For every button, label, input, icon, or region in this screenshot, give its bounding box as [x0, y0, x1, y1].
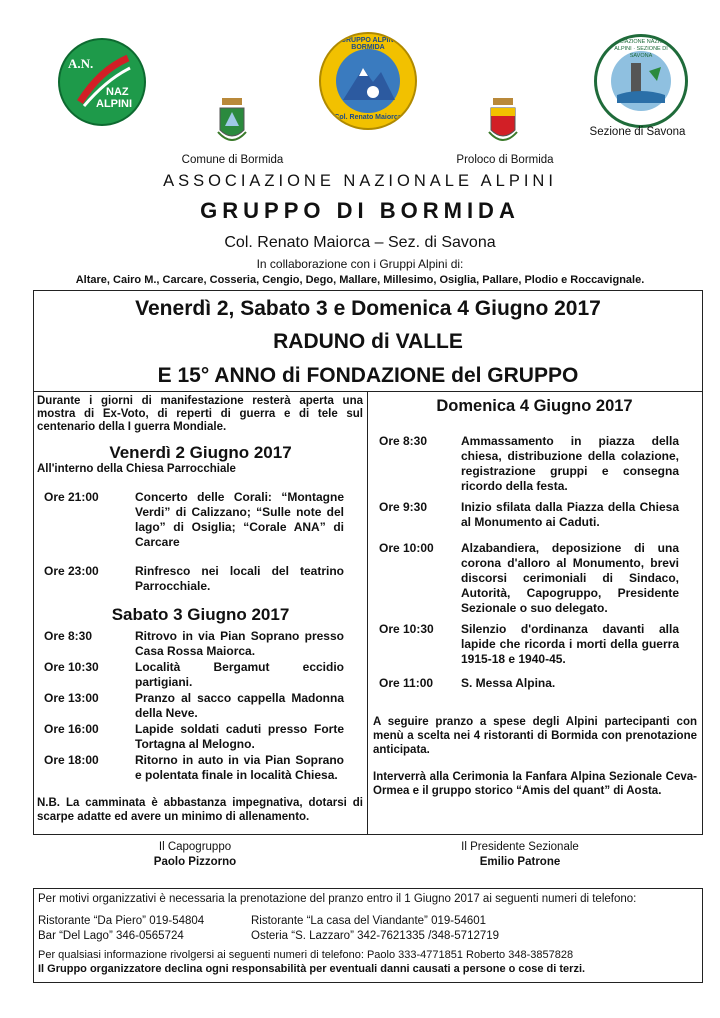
savona-logo-ring: ASSOCIAZIONE NAZIONALE ALPINI · SEZIONE DI SAVONA	[604, 39, 678, 59]
signature-right-name: Emilio Patrone	[479, 856, 561, 868]
schedule-time: Ore 9:30	[379, 500, 428, 514]
ana-logo-text-1: A.N.	[68, 56, 94, 71]
ana-logo	[58, 38, 146, 126]
lunch-note: A seguire pranzo a spese degli Alpini partecipanti con menù a scelta nei 4 ristoranti di Bormida con prenotazione anticipata.	[373, 716, 697, 756]
proloco-caption: Proloco di Bormida	[456, 154, 554, 166]
schedule-desc: Ammassamento in piazza della chiesa, distribuzione della colazione, registrazione gruppi e consegna ricordo della festa.	[461, 434, 679, 493]
exhibition-intro: Durante i giorni di manifestazione resterà aperta una mostra di Ex-Voto, di reperti di guerra e di tele sul centenario della I guerra Mondiale.	[37, 395, 363, 433]
collab-intro: In collaborazione con i Gruppi Alpini di:	[256, 257, 464, 271]
proloco-crest	[486, 96, 520, 148]
sunday-heading: Domenica 4 Giugno 2017	[436, 397, 633, 415]
title-line-3: E 15° ANNO di FONDAZIONE del GRUPPO	[157, 364, 579, 387]
gruppo-logo-ring-bottom: Col. Renato Maiorca	[334, 114, 402, 121]
schedule-desc: Pranzo al sacco cappella Madonna della Neve.	[135, 691, 344, 720]
schedule-desc: Inizio sfilata dalla Piazza della Chiesa al Monumento ai Caduti.	[461, 500, 679, 529]
signature-right-title: Il Presidente Sezionale	[461, 841, 579, 853]
osteria-s-lazzaro: Osteria “S. Lazzaro” 342-7621335 /348-5712719	[251, 930, 500, 942]
schedule-desc: S. Messa Alpina.	[461, 676, 556, 690]
disclaimer: Il Gruppo organizzatore declina ogni responsabilità per eventuali danni causati a persone o cose di terzi.	[38, 963, 586, 975]
comune-caption: Comune di Bormida	[181, 154, 284, 166]
restaurant-casa-viandante: Ristorante “La casa del Viandante” 019-54601	[251, 915, 487, 927]
schedule-time: Ore 23:00	[44, 564, 99, 578]
schedule-desc: Concerto delle Corali: “Montagne Verdi” di Calizzano; “Sulle note del lago” di Osiglia; “Corale ANA” di Carcare	[135, 490, 344, 549]
schedule-time: Ore 8:30	[44, 629, 93, 643]
schedule-row	[44, 564, 344, 596]
schedule-time: Ore 21:00	[44, 490, 99, 504]
friday-subheading: All'interno della Chiesa Parrocchiale	[37, 463, 236, 475]
info-contacts: Per qualsiasi informazione rivolgersi ai seguenti numeri di telefono: Paolo 333-4771851 Roberto 348-3857828	[38, 949, 574, 961]
group-subtitle: Col. Renato Maiorca – Sez. di Savona	[224, 234, 496, 251]
schedule-desc: Lapide soldati caduti presso Forte Tortagna al Melogno.	[135, 722, 344, 751]
title-line-1: Venerdì 2, Sabato 3 e Domenica 4 Giugno 2017	[135, 297, 601, 320]
signature-left-name: Paolo Pizzorno	[153, 856, 237, 868]
schedule-time: Ore 18:00	[44, 753, 99, 767]
hike-note: N.B. La camminata è abbastanza impegnativa, dotarsi di scarpe adatte ed avere un minimo di allenamento.	[37, 797, 363, 823]
schedule-desc: Rinfresco nei locali del teatrino Parrocchiale.	[135, 564, 344, 593]
savona-caption: Sezione di Savona	[589, 126, 686, 138]
restaurant-da-piero: Ristorante “Da Piero” 019-54804	[38, 915, 205, 927]
schedule-time: Ore 16:00	[44, 722, 99, 736]
schedule-desc: Silenzio d'ordinanza davanti alla lapide che ricorda i morti della guerra 1915-18 e 1940-45.	[461, 622, 679, 666]
group-title: GRUPPO DI BORMIDA	[200, 198, 520, 223]
fanfara-note: Interverrà alla Cerimonia la Fanfara Alpina Sezionale Ceva-Ormea e il gruppo storico “Amis del quant” di Aosta.	[373, 771, 697, 797]
title-line-2: RADUNO di VALLE	[273, 330, 463, 353]
collab-list: Altare, Cairo M., Carcare, Cosseria, Cengio, Dego, Mallare, Millesimo, Osiglia, Pallare, Plodio e Roccavignale.	[75, 274, 645, 286]
schedule-desc: Ritrovo in via Pian Soprano presso Casa Rossa Maiorca.	[135, 629, 344, 658]
gruppo-alpini-logo	[319, 32, 417, 130]
friday-heading: Venerdì 2 Giugno 2017	[109, 443, 292, 462]
schedule-desc: Località Bergamut eccidio partigiani.	[135, 660, 344, 689]
schedule-time: Ore 13:00	[44, 691, 99, 705]
signature-left-title: Il Capogruppo	[158, 841, 232, 853]
gruppo-logo-ring-top: GRUPPO ALPINI BORMIDA	[340, 37, 396, 51]
schedule-time: Ore 10:30	[44, 660, 99, 674]
ana-logo-text-3: ALPINI	[96, 98, 133, 110]
association-title: ASSOCIAZIONE NAZIONALE ALPINI	[163, 172, 557, 190]
schedule-time: Ore 8:30	[379, 434, 428, 448]
ana-logo-text-2: NAZ	[106, 86, 129, 98]
comune-crest	[215, 96, 249, 148]
schedule-desc: Ritorno in auto in via Pian Soprano e polentata finale in località Chiesa.	[135, 753, 344, 782]
title-separator	[34, 391, 702, 392]
schedule-time: Ore 10:30	[379, 622, 434, 636]
reservation-intro: Per motivi organizzativi è necessaria la prenotazione del pranzo entro il 1 Giugno 2017 ai seguenti numeri di telefono:	[38, 893, 637, 905]
schedule-row	[44, 490, 344, 552]
schedule-desc: Alzabandiera, deposizione di una corona d'alloro al Monumento, brevi discorsi cerimoniali di Sindaco, Autorità, Capogruppo, Presidente Sezionale o suo delegato.	[461, 541, 679, 615]
schedule-time: Ore 11:00	[379, 676, 434, 690]
column-separator	[367, 392, 368, 834]
savona-logo	[594, 34, 688, 128]
schedule-time: Ore 10:00	[379, 541, 434, 555]
bar-del-lago: Bar “Del Lago” 346-0565724	[38, 930, 184, 942]
saturday-heading: Sabato 3 Giugno 2017	[111, 605, 290, 624]
